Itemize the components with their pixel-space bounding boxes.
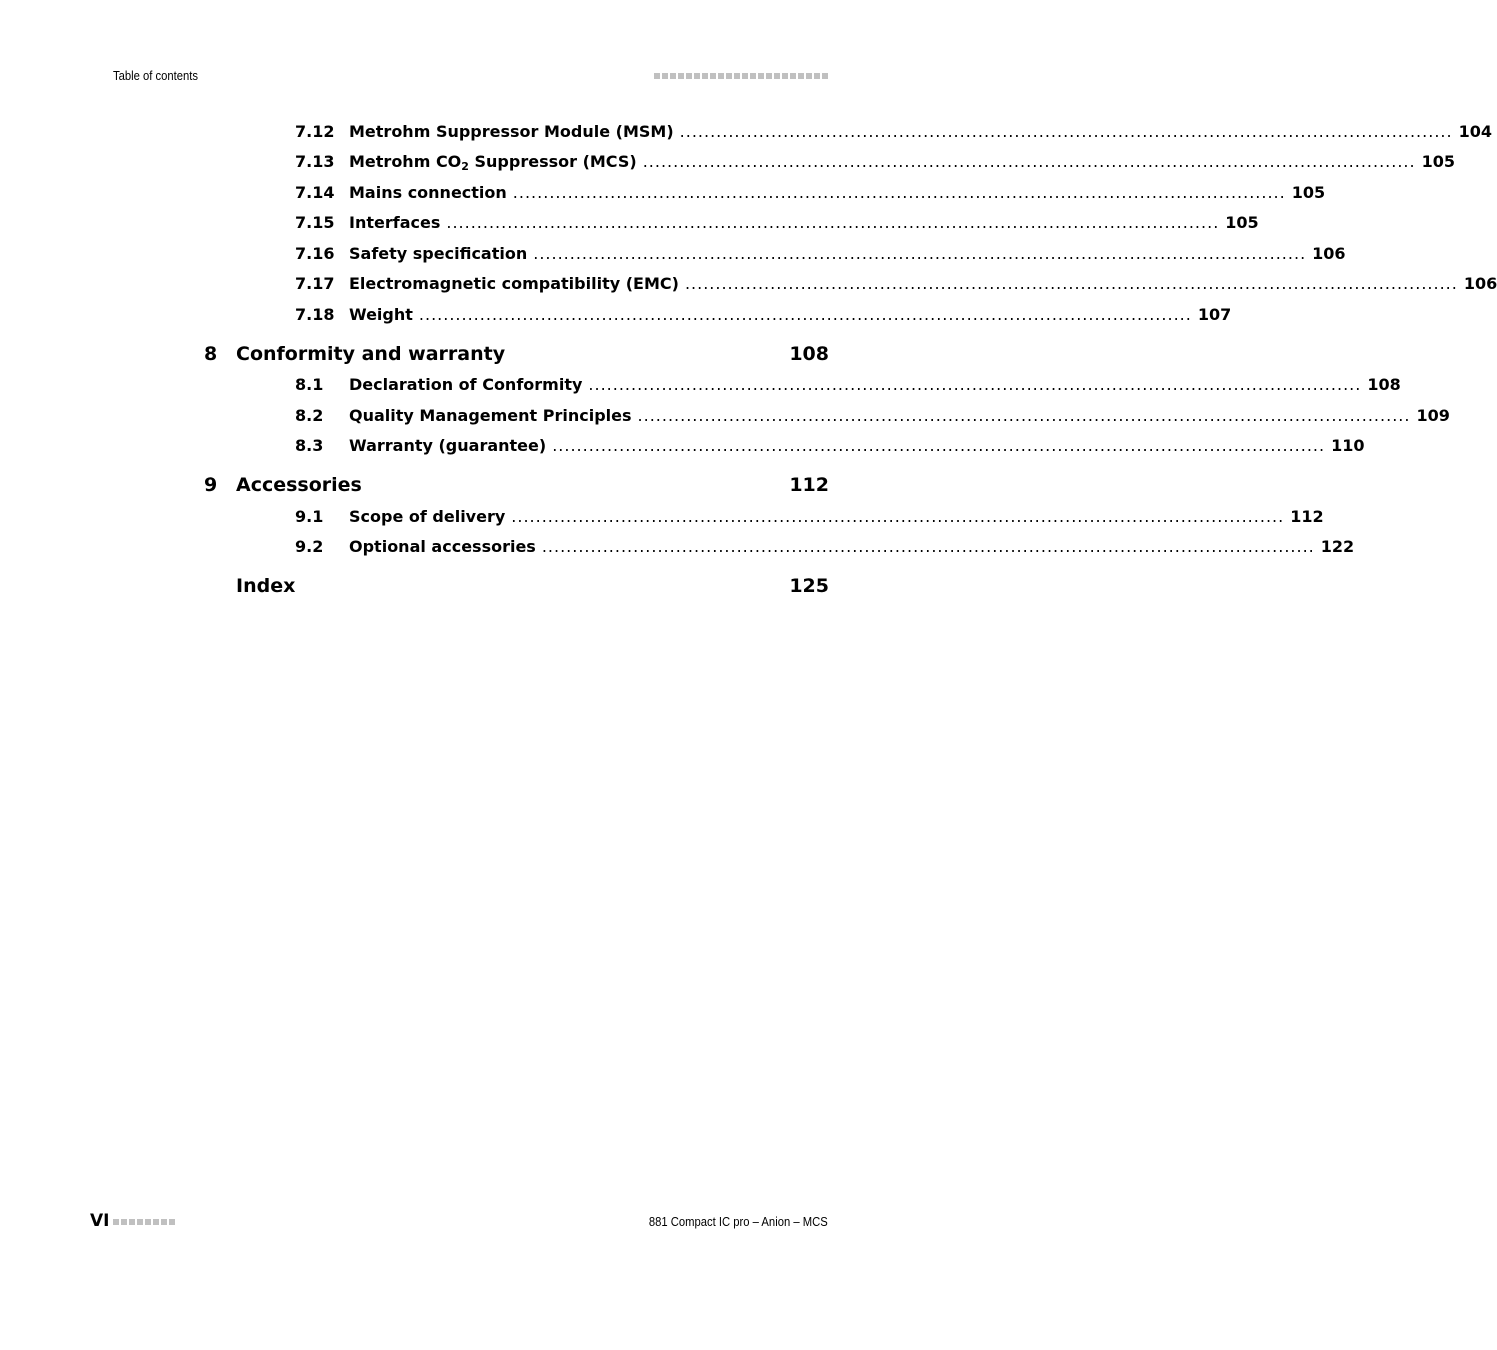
entry-title: Weight	[349, 305, 413, 324]
entry-title: Safety specification	[349, 244, 528, 263]
dot-leader: ...............................................................................................................................	[512, 183, 1286, 202]
product-name: 881 Compact IC pro – Anion – MCS	[649, 1215, 828, 1229]
running-header: Table of contents	[113, 69, 199, 83]
toc-entry-7-14[interactable]	[295, 183, 1326, 202]
entry-page: 105	[1225, 213, 1259, 232]
chapter-page: 125	[789, 575, 829, 597]
toc-entry-9-2[interactable]	[295, 537, 1355, 556]
entry-page: 109	[1416, 406, 1450, 425]
dot-leader: ...............................................................................................................................	[446, 213, 1220, 232]
chapter-title: Accessories	[236, 474, 362, 496]
entry-title: Metrohm Suppressor Module (MSM)	[349, 122, 674, 141]
entry-number: 7.18	[295, 305, 335, 324]
toc-entry-9-1[interactable]	[295, 507, 1324, 526]
entry-title: Optional accessories	[349, 537, 536, 556]
entry-title: Scope of delivery	[349, 507, 506, 526]
toc-entry-7-16[interactable]	[295, 244, 1346, 263]
toc-chapter-8[interactable]	[204, 343, 829, 365]
dot-leader: ...............................................................................................................................	[418, 305, 1192, 324]
dot-leader: ...............................................................................................................................	[511, 507, 1285, 526]
entry-page: 107	[1197, 305, 1232, 324]
chapter-page: 108	[789, 343, 829, 365]
toc-entry-7-17[interactable]	[295, 274, 1497, 293]
entry-number: 7.13	[295, 152, 335, 171]
entry-number: 7.14	[295, 183, 335, 202]
toc-entry-7-13[interactable]	[295, 152, 1456, 173]
toc-chapter-9[interactable]	[204, 474, 829, 496]
entry-page: 108	[1367, 375, 1401, 394]
entry-title: Electromagnetic compatibility (EMC)	[349, 274, 679, 293]
chapter-title: Conformity and warranty	[236, 343, 506, 365]
dot-leader: ...............................................................................................................................	[588, 375, 1362, 394]
page-number: VI	[90, 1211, 110, 1231]
entry-number: 8.1	[295, 375, 324, 394]
entry-title: Metrohm $CO_2$ Suppressor (MCS)	[349, 152, 637, 173]
dot-leader: ...............................................................................................................................	[533, 244, 1307, 263]
header-decoration	[654, 73, 828, 79]
entry-title: Interfaces	[349, 213, 441, 232]
entry-number: 8.3	[295, 436, 324, 455]
footer-decoration	[113, 1219, 175, 1225]
dot-leader: ...............................................................................................................................	[637, 406, 1411, 425]
entry-number: 7.17	[295, 274, 335, 293]
dot-leader: ...............................................................................................................................	[541, 537, 1315, 556]
entry-number: 8.2	[295, 406, 324, 425]
entry-page: 106	[1463, 274, 1497, 293]
toc-entry-8-1[interactable]	[295, 375, 1401, 394]
toc-entry-7-18[interactable]	[295, 305, 1232, 324]
toc-entry-7-15[interactable]	[295, 213, 1259, 232]
entry-number: 9.2	[295, 537, 324, 556]
entry-number: 7.12	[295, 122, 335, 141]
entry-page: 105	[1421, 152, 1456, 171]
dot-leader: ...............................................................................................................................	[679, 122, 1453, 141]
dot-leader: ...............................................................................................................................	[642, 152, 1416, 171]
entry-page: 106	[1312, 244, 1346, 263]
entry-page: 122	[1320, 537, 1355, 556]
chapter-number: 8	[204, 343, 218, 365]
entry-page: 110	[1331, 436, 1365, 455]
entry-number: 7.16	[295, 244, 335, 263]
chapter-page: 112	[789, 474, 829, 496]
entry-number: 9.1	[295, 507, 324, 526]
entry-title: Quality Management Principles	[349, 406, 632, 425]
toc-entry-8-3[interactable]	[295, 436, 1365, 455]
chapter-title: Index	[236, 575, 296, 597]
toc-chapter-index[interactable]	[236, 575, 829, 597]
entry-title: Warranty (guarantee)	[349, 436, 547, 455]
entry-page: 105	[1291, 183, 1326, 202]
dot-leader: ...............................................................................................................................	[684, 274, 1458, 293]
entry-number: 7.15	[295, 213, 335, 232]
chapter-number: 9	[204, 474, 218, 496]
dot-leader: ...............................................................................................................................	[552, 436, 1326, 455]
toc-entry-7-12[interactable]	[295, 122, 1492, 141]
entry-title: Declaration of Conformity	[349, 375, 583, 394]
entry-page: 112	[1290, 507, 1324, 526]
entry-page: 104	[1458, 122, 1492, 141]
entry-title: Mains connection	[349, 183, 507, 202]
toc-entry-8-2[interactable]	[295, 406, 1450, 425]
